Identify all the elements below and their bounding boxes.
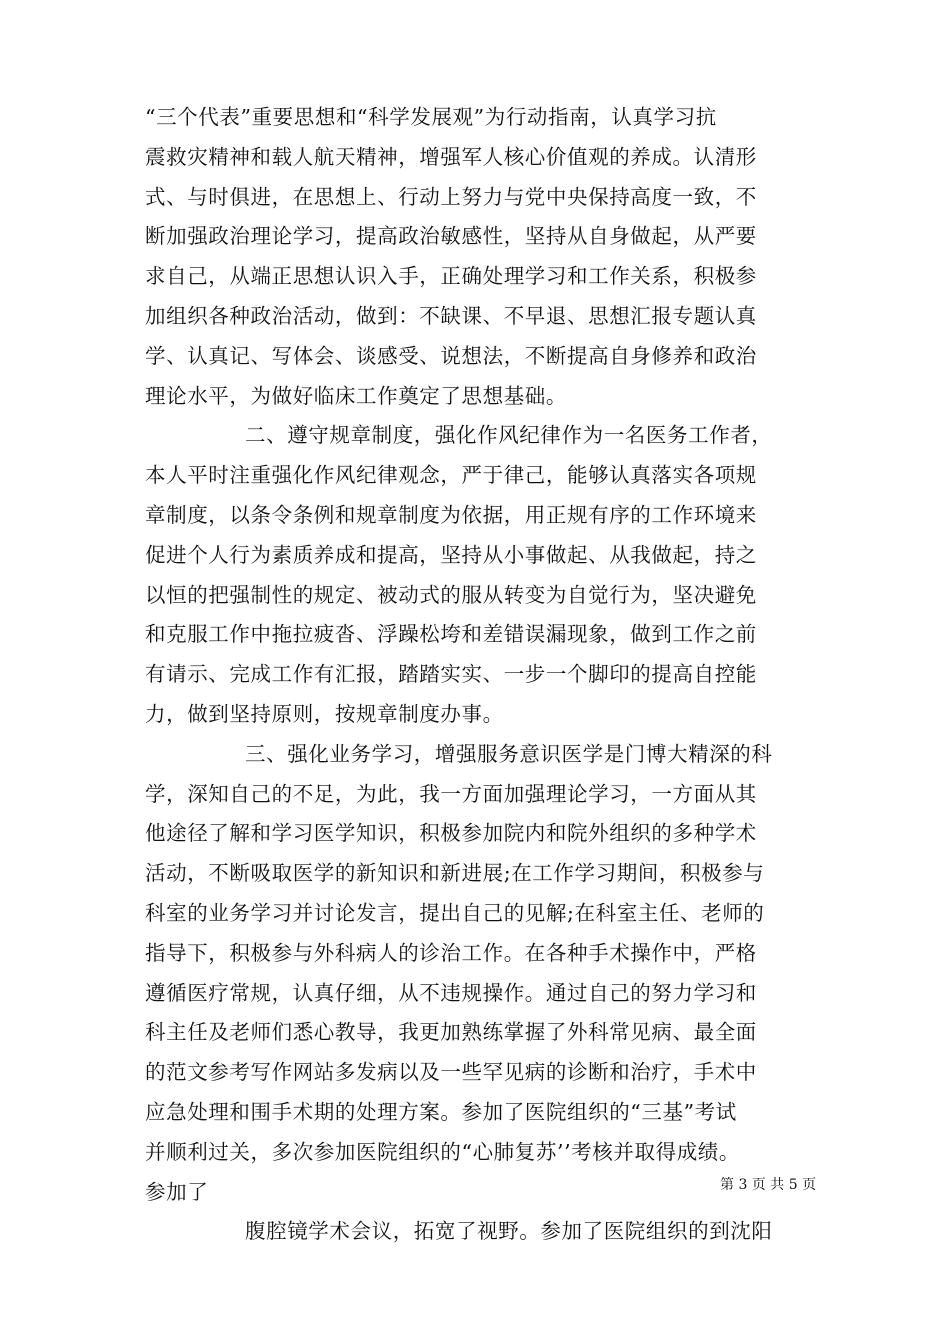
text-line: 加组织各种政治活动，做到：不缺课、不早退、思想汇报专题认真 bbox=[145, 303, 757, 328]
text-line: 有请示、完成工作有汇报，踏踏实实、一步一个脚印的提高自控能 bbox=[145, 662, 757, 687]
body-text bbox=[145, 98, 805, 1252]
text-line: 和克服工作中拖拉疲沓、浮躁松垮和差错误漏现象，做到工作之前 bbox=[145, 622, 757, 647]
text-line: 腹腔镜学术会议，拓宽了视野。参加了医院组织的到沈阳 bbox=[245, 1219, 773, 1244]
text-line: 指导下，积极参与外科病人的诊治工作。在各种手术操作中，严格 bbox=[145, 940, 757, 965]
section-heading-3: 三、强化业务学习，增强服务意识医学是门博大精深的科 bbox=[245, 741, 773, 766]
page-number-footer: 第 3 页 共 5 页 bbox=[720, 1177, 817, 1193]
text-line: 式、与时俱进，在思想上、行动上努力与党中央保持高度一致，不 bbox=[145, 184, 757, 209]
text-line: 震救灾精神和载人航天精神，增强军人核心价值观的养成。认清形 bbox=[145, 144, 757, 169]
text-line: 力，做到坚持原则，按规章制度办事。 bbox=[145, 701, 504, 726]
text-line: 促进个人行为素质养成和提高，坚持从小事做起、从我做起，持之 bbox=[145, 542, 757, 567]
text-line: 的范文参考写作网站多发病以及一些罕见病的诊断和治疗，手术中 bbox=[145, 1060, 757, 1085]
text-line: 学、认真记、写体会、谈感受、说想法，不断提高自身修养和政治 bbox=[145, 343, 757, 368]
text-line: 应急处理和围手术期的处理方案。参加了医院组织的“三基”考试 bbox=[145, 1099, 737, 1124]
text-line: 遵循医疗常规，认真仔细，从不违规操作。通过自己的努力学习和 bbox=[145, 980, 757, 1005]
text-line: 本人平时注重强化作风纪律观念，严于律己，能够认真落实各项规 bbox=[145, 463, 757, 488]
section-heading-2: 二、遵守规章制度，强化作风纪律作为一名医务工作者， bbox=[245, 423, 773, 448]
text-line: 他途径了解和学习医学知识，积极参加院内和院外组织的多种学术 bbox=[145, 821, 757, 846]
text-line: 活动，不断吸取医学的新知识和新进展;在工作学习期间，积极参与 bbox=[145, 861, 765, 886]
text-line: 章制度，以条令条例和规章制度为依据，用正规有序的工作环境来 bbox=[145, 502, 757, 527]
text-line: 以恒的把强制性的规定、被动式的服从转变为自觉行为，坚决避免 bbox=[145, 582, 757, 607]
text-line: 断加强政治理论学习，提高政治敏感性，坚持从自身做起，从严要 bbox=[145, 224, 757, 249]
text-line: 参加了 bbox=[145, 1179, 209, 1204]
text-line: 科主任及老师们悉心教导，我更加熟练掌握了外科常见病、最全面 bbox=[145, 1020, 757, 1045]
text-line: 科室的业务学习并讨论发言，提出自己的见解;在科室主任、老师的 bbox=[145, 900, 765, 925]
text-line: 学，深知自己的不足，为此，我一方面加强理论学习，一方面从其 bbox=[145, 781, 757, 806]
text-line: “三个代表”重要思想和“科学发展观”为行动指南，认真学习抗 bbox=[145, 105, 717, 129]
text-line: 并顺利过关，多次参加医院组织的“心肺复苏’’考核并取得成绩。 bbox=[145, 1139, 741, 1164]
text-line: 理论水平，为做好临床工作奠定了思想基础。 bbox=[145, 383, 567, 408]
text-line: 求自己，从端正思想认识入手，正确处理学习和工作关系，积极参 bbox=[145, 264, 757, 289]
